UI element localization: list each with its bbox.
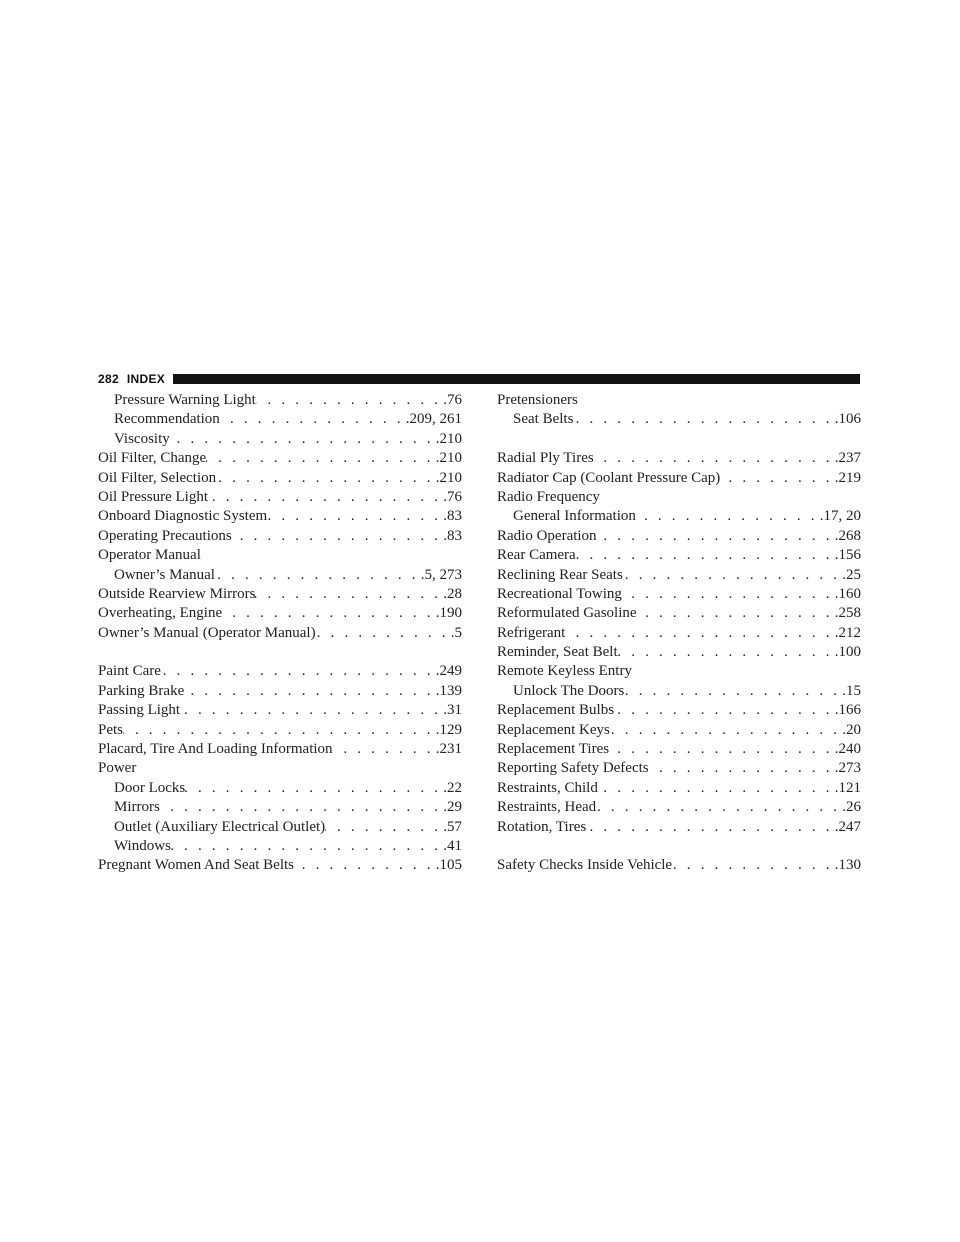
entry-pages: .129 [435,721,462,738]
entry-pages: .273 [834,760,861,777]
entry-pages: .121 [834,779,861,796]
entry-pages: .31 [443,702,462,719]
dot-leader [184,682,436,701]
entry-label: Operating Precautions [98,527,232,544]
entry-pages: .83 [443,527,462,544]
entry-label: Oil Filter, Selection [98,469,217,486]
index-entry [98,449,462,468]
entry-pages: .190 [435,605,462,622]
entry-pages: .20 [842,721,861,738]
dot-leader [222,604,436,623]
entry-label: Pets [98,721,124,738]
page-header [98,372,860,386]
entry-label: Recreational Towing [497,585,622,602]
entry-pages: .156 [834,547,861,564]
dot-leader [267,507,443,526]
page-number: 282 [98,372,119,386]
entry-pages: .26 [842,799,861,816]
entry-label: Paint Care [98,663,161,680]
entry-label: Replacement Bulbs [497,702,615,719]
entry-pages: .258 [834,605,861,622]
index-heading: Operator Manual [98,547,201,564]
index-entry [98,818,462,837]
entry-pages: .100 [834,644,861,661]
dot-leader [232,527,444,546]
dot-leader [610,721,842,740]
entry-pages: .57 [443,818,462,835]
dot-leader [160,798,443,817]
index-entry [98,488,462,507]
section-gap [98,643,462,662]
index-entry [497,507,861,526]
entry-pages: .210 [435,450,462,467]
entry-label: Door Locks [114,779,186,796]
dot-leader [171,837,443,856]
dot-leader [623,566,842,585]
entry-pages: .249 [435,663,462,680]
entry-pages: .240 [834,741,861,758]
index-heading: Remote Keyless Entry [497,663,632,680]
index-entry [98,585,462,604]
dot-leader [180,701,443,720]
entry-pages: .25 [842,566,861,583]
entry-pages: .247 [834,818,861,835]
entry-pages: .210 [435,430,462,447]
index-entry [98,527,462,546]
dot-leader [720,469,834,488]
entry-label: Outside Rearview Mirrors [98,585,256,602]
entry-label: Passing Light [98,702,181,719]
index-entry [497,566,861,585]
dot-leader [598,779,835,798]
entry-label: Radiator Cap (Coolant Pressure Cap) [497,469,721,486]
entry-pages: .219 [834,469,861,486]
index-entry [98,779,462,798]
entry-label: Oil Filter, Change [98,450,207,467]
entry-label: Refrigerant [497,624,566,641]
index-entry [497,527,861,546]
index-column-left [98,391,462,876]
dot-leader [216,469,436,488]
index-entry [497,624,861,643]
dot-leader [636,507,820,526]
entry-label: Radio Operation [497,527,597,544]
entry-pages: .231 [435,741,462,758]
entry-pages: .209, 261 [405,411,462,428]
dot-leader [316,624,451,643]
index-entry [98,507,462,526]
entry-label: Recommendation [114,411,220,428]
index-heading: Pretensioners [497,392,578,408]
index-entry [98,430,462,449]
dot-leader [256,391,443,410]
index-entry [98,701,462,720]
index-entry [98,391,462,410]
index-entry [98,469,462,488]
index-entry [98,604,462,623]
header-rule [173,374,860,384]
index-heading: Radio Frequency [497,488,600,505]
index-entry [497,449,861,468]
dot-leader [573,410,834,429]
entry-label: Parking Brake [98,682,185,699]
entry-pages: .83 [443,508,462,525]
section-gap [497,430,861,449]
index-entry [497,469,861,488]
index-entry [98,856,462,875]
entry-pages: .22 [443,779,462,796]
index-entry [98,721,462,740]
index-entry [497,721,861,740]
entry-label: Pregnant Women And Seat Belts [98,857,294,874]
entry-pages: .5, 273 [420,566,462,583]
dot-leader [161,662,436,681]
entry-pages: .139 [435,682,462,699]
index-entry [497,818,861,837]
index-entry [98,837,462,856]
index-entry [98,624,462,643]
entry-label: Outlet (Auxiliary Electrical Outlet) [114,818,326,835]
dot-leader [185,779,443,798]
dot-leader [622,585,835,604]
entry-pages: .105 [435,857,462,874]
index-entry [497,798,861,817]
entry-label: Pressure Warning Light [114,392,256,408]
entry-label: Safety Checks Inside Vehicle [497,857,673,874]
dot-leader [609,740,835,759]
entry-label: Reclining Rear Seats [497,566,623,583]
entry-label: Oil Pressure Light [98,488,208,505]
entry-label: Reporting Safety Defects [497,760,649,777]
dot-leader [597,527,835,546]
entry-label: Viscosity [114,430,170,447]
entry-pages: .76 [443,488,462,505]
entry-pages: .160 [834,585,861,602]
index-entry [98,740,462,759]
index-entry [497,682,861,701]
dot-leader [596,798,842,817]
entry-pages: .210 [435,469,462,486]
dot-leader [618,643,835,662]
entry-pages: .166 [834,702,861,719]
index-column-right [497,391,861,876]
index-entry [497,759,861,778]
entry-label: Replacement Keys [497,721,610,738]
dot-leader [586,818,835,837]
entry-label: Unlock The Doors [513,682,625,699]
entry-pages: .106 [834,411,861,428]
dot-leader [594,449,835,468]
index-entry [497,856,861,875]
section-title: INDEX [126,372,166,386]
entry-label: General Information [513,508,636,525]
dot-leader [672,856,835,875]
entry-pages: .130 [834,857,861,874]
entry-label: Owner’s Manual [114,566,215,583]
entry-label: Onboard Diagnostic System [98,508,268,525]
entry-label: Replacement Tires [497,741,610,758]
dot-leader [624,682,842,701]
dot-leader [215,566,421,585]
entry-label: Reminder, Seat Belt [497,644,618,661]
dot-leader [333,740,436,759]
dot-leader [170,430,436,449]
index-entry [497,643,861,662]
index-entry [497,604,861,623]
dot-leader [576,546,835,565]
dot-leader [208,488,443,507]
entry-pages: .5 [450,624,462,641]
entry-label: Mirrors [114,799,160,816]
dot-leader [649,759,835,778]
entry-pages: .268 [834,527,861,544]
entry-pages: .237 [834,450,861,467]
section-gap [497,837,861,856]
entry-pages: .29 [443,799,462,816]
entry-pages: .17, 20 [819,508,861,525]
entry-label: Seat Belts [513,411,574,428]
dot-leader [614,701,835,720]
dot-leader [123,721,436,740]
entry-label: Rotation, Tires [497,818,587,835]
index-entry [497,779,861,798]
entry-label: Reformulated Gasoline [497,605,637,622]
entry-pages: .41 [443,837,462,854]
index-entry [98,682,462,701]
index-entry [98,798,462,817]
entry-label: Restraints, Child [497,779,598,796]
entry-pages: .76 [443,392,462,408]
entry-label: Rear Camera [497,547,576,564]
entry-label: Overheating, Engine [98,605,223,622]
entry-pages: .15 [842,682,861,699]
index-entry [497,410,861,429]
dot-leader [294,856,436,875]
entry-label: Radial Ply Tires [497,450,594,467]
index-entry [98,410,462,429]
index-entry [98,662,462,681]
index-entry [497,585,861,604]
dot-leader [637,604,835,623]
dot-leader [565,624,834,643]
entry-pages: .212 [834,624,861,641]
dot-leader [220,410,406,429]
dot-leader [325,818,443,837]
index-entry [98,566,462,585]
entry-label: Restraints, Head [497,799,597,816]
index-heading: Power [98,760,137,777]
entry-label: Placard, Tire And Loading Information [98,741,333,758]
entry-pages: .28 [443,585,462,602]
dot-leader [206,449,436,468]
index-entry [497,546,861,565]
index-entry [497,740,861,759]
index-entry [497,701,861,720]
entry-label: Windows [114,837,171,854]
dot-leader [255,585,443,604]
entry-label: Owner’s Manual (Operator Manual) [98,624,316,641]
